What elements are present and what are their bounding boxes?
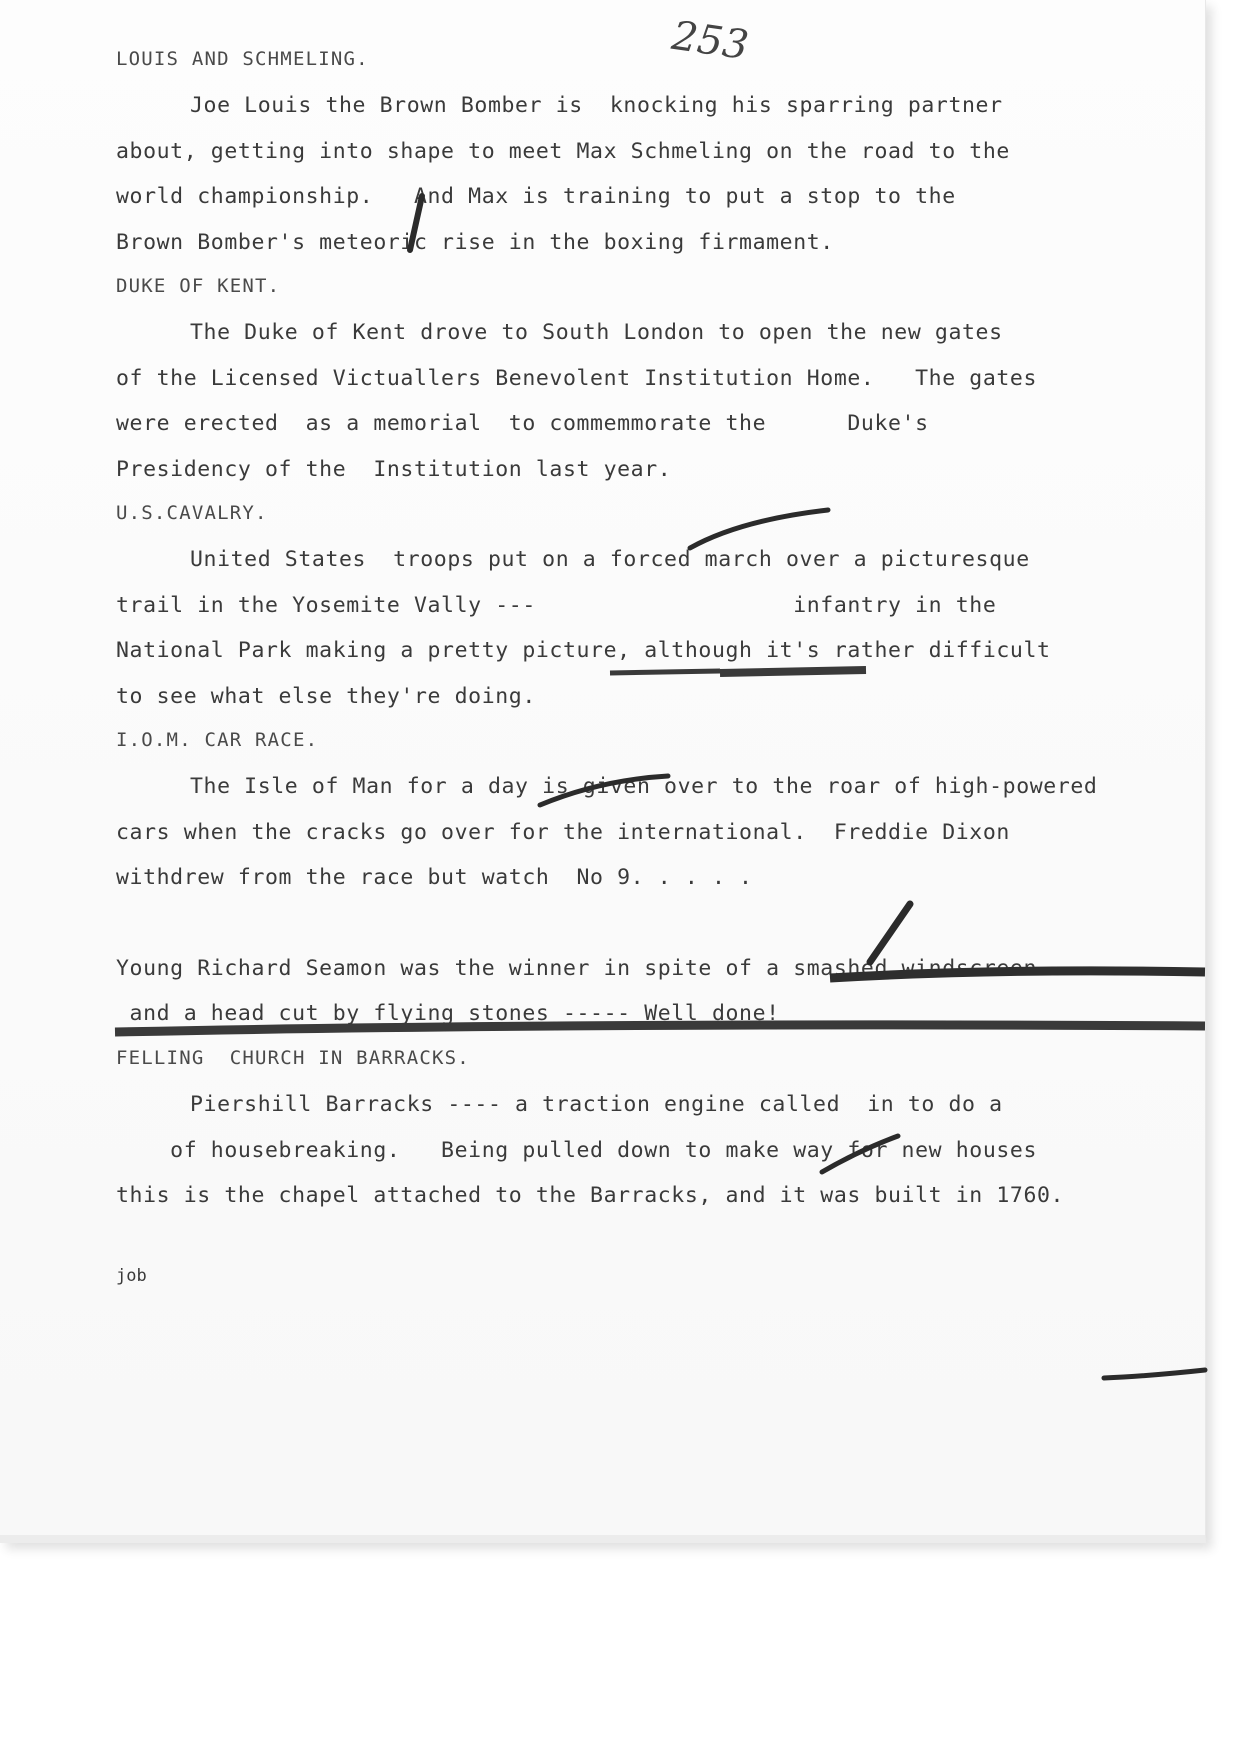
- text-line: Piershill Barracks ---- a traction engine called in to do a: [190, 1092, 1003, 1118]
- section-heading: FELLING CHURCH IN BARRACKS.: [116, 1046, 470, 1069]
- text-line: National Park making a pretty picture, although it's rather difficult: [116, 638, 1051, 664]
- section-heading: DUKE OF KENT.: [116, 275, 281, 297]
- page-number: 253: [669, 12, 752, 70]
- text-line: were erected as a memorial to commemmorate the Duke's: [116, 411, 929, 437]
- text-line: The Duke of Kent drove to South London to open the new gates: [190, 320, 1003, 346]
- section-heading: U.S.CAVALRY.: [116, 502, 268, 524]
- text-line: this is the chapel attached to the Barracks, and it was built in 1760.: [116, 1183, 1065, 1208]
- text-line: and a head cut by flying stones ----- Well done!: [116, 1001, 780, 1027]
- text-line: world championship. And Max is training to put a stop to the: [116, 184, 956, 210]
- text-line: of the Licensed Victuallers Benevolent Institution Home. The gates: [116, 365, 1037, 391]
- text-line: The Isle of Man for a day is given over to the roar of high-powered: [190, 774, 1098, 800]
- text-line: of housebreaking. Being pulled down to make way for new houses: [116, 1137, 1037, 1163]
- text-line: Young Richard Seamon was the winner in spite of a smashed windscreen: [116, 956, 1037, 981]
- text-line: Presidency of the Institution last year.: [116, 456, 672, 482]
- text-line: to see what else they're doing.: [116, 683, 536, 709]
- text-line: cars when the cracks go over for the international. Freddie Dixon: [116, 819, 1010, 845]
- text-line: about, getting into shape to meet Max Schmeling on the road to the: [116, 138, 1010, 164]
- section-heading: LOUIS AND SCHMELING.: [116, 48, 369, 70]
- section-heading: I.O.M. CAR RACE.: [116, 729, 319, 751]
- text-line: trail in the Yosemite Vally --- infantry in the: [116, 592, 997, 618]
- text-line: United States troops put on a forced march over a picturesque: [190, 547, 1030, 573]
- text-line: Brown Bomber's meteoric rise in the boxing firmament.: [116, 229, 834, 255]
- inserted-word-job: job: [116, 1266, 147, 1286]
- text-line: withdrew from the race but watch No 9. . . . .: [116, 865, 753, 891]
- text-line: Joe Louis the Brown Bomber is knocking his sparring partner: [190, 93, 1003, 119]
